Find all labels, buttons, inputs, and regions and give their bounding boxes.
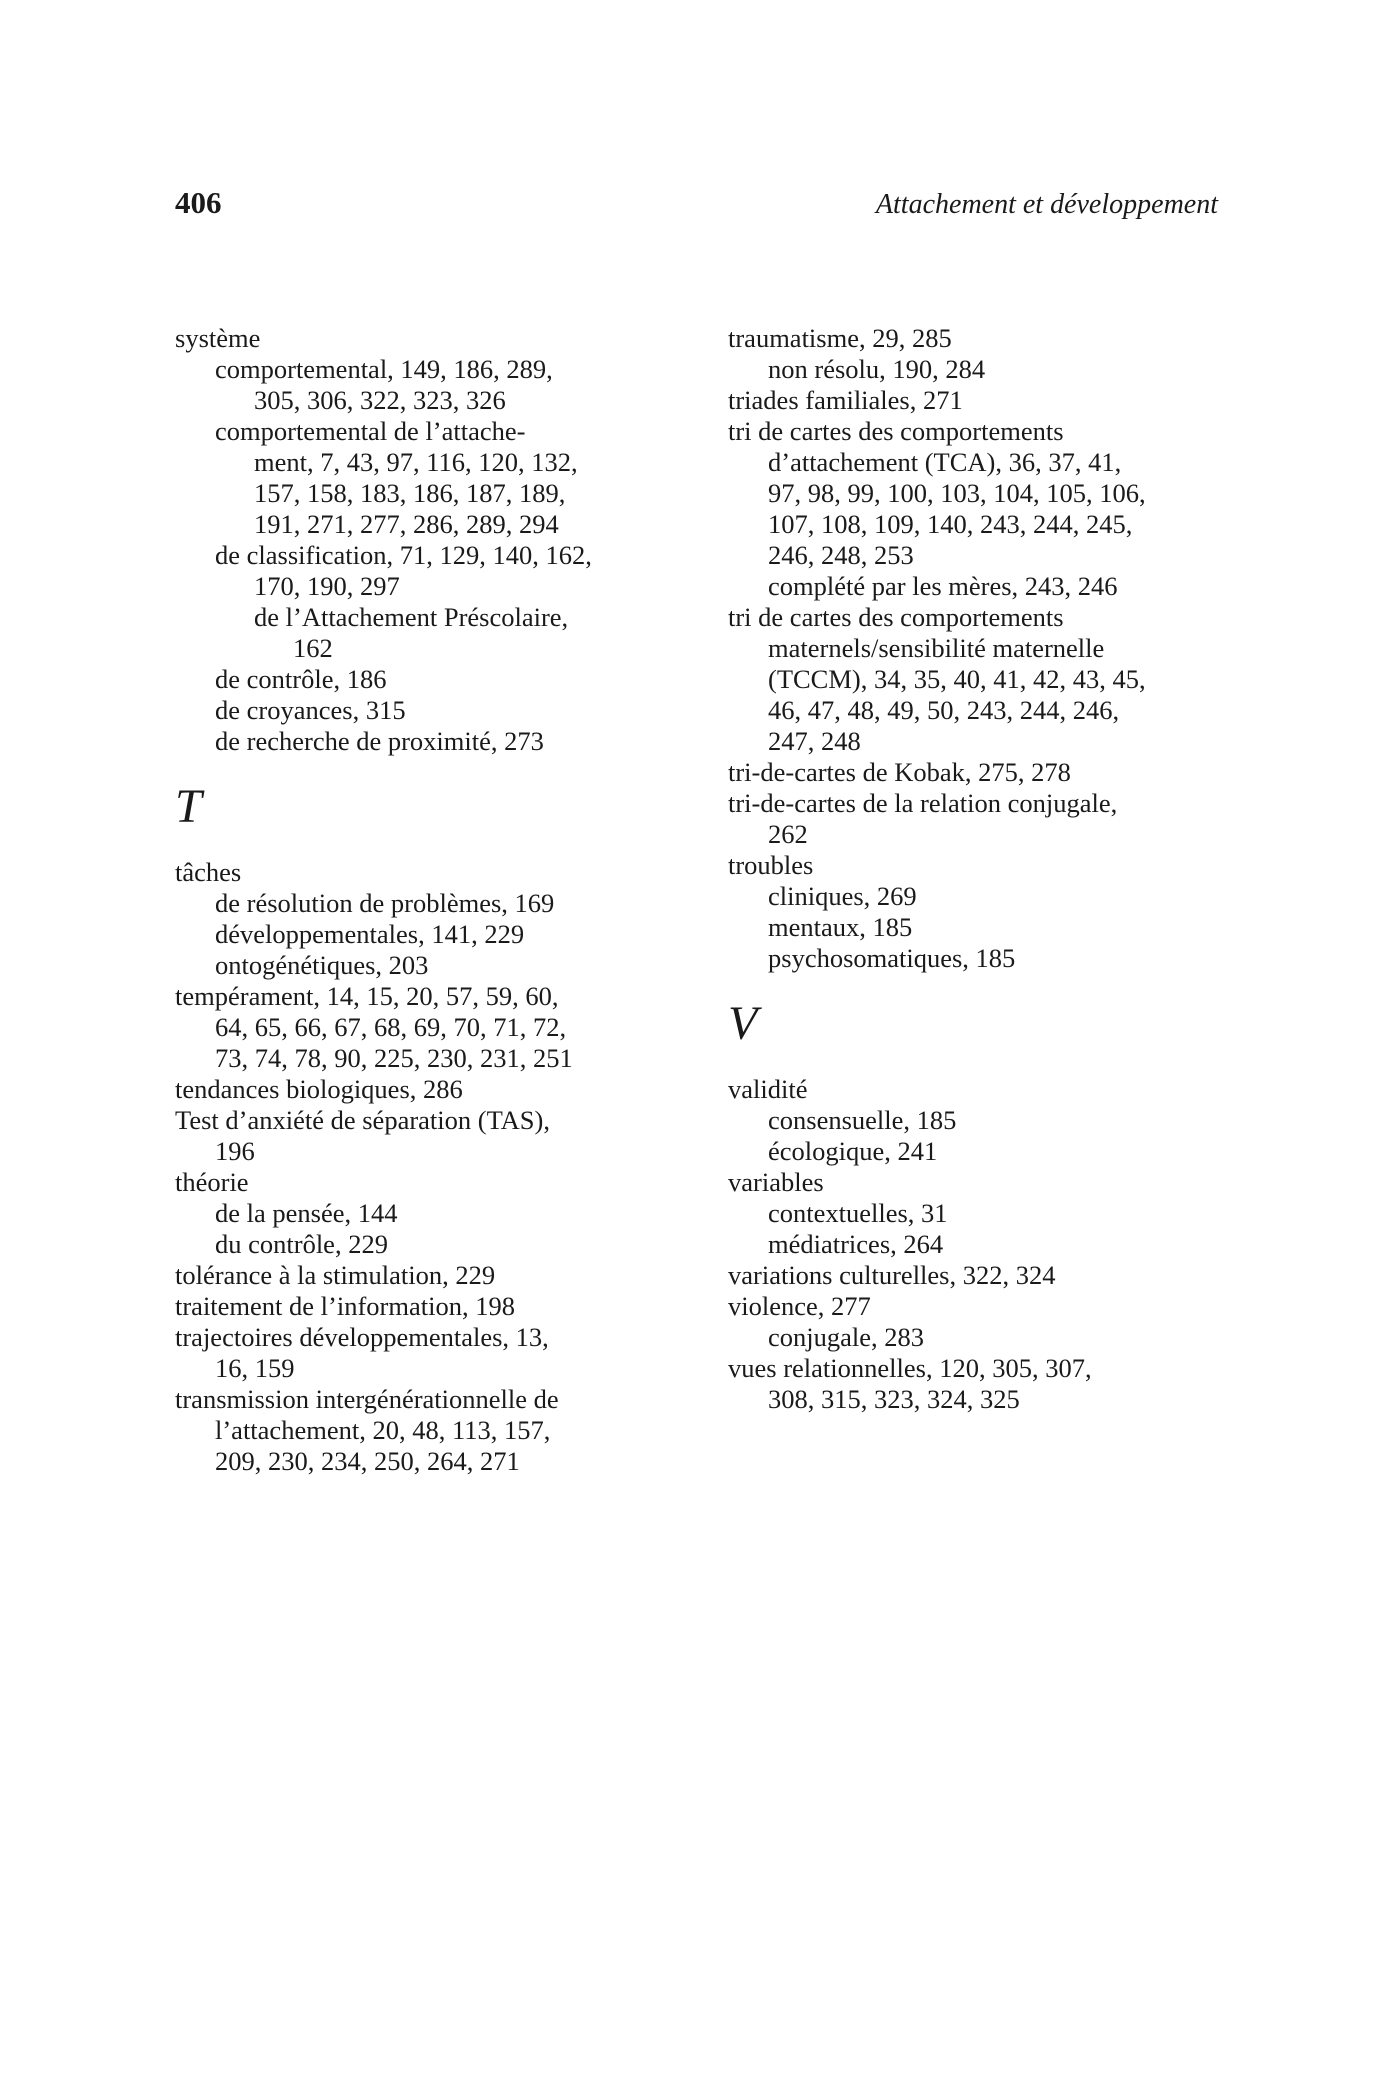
index-subentry: mentaux, 185 (768, 912, 913, 942)
index-column-left (175, 323, 695, 1477)
index-subentry: 97, 98, 99, 100, 103, 104, 105, 106, (768, 478, 1146, 508)
index-entry: traitement de l’information, 198 (175, 1291, 515, 1321)
index-entry: triades familiales, 271 (728, 385, 963, 415)
index-column-right (728, 323, 1248, 1415)
index-entry: vues relationnelles, 120, 305, 307, (728, 1353, 1092, 1383)
index-subentry: psychosomatiques, 185 (768, 943, 1016, 973)
index-subentry: complété par les mères, 243, 246 (768, 571, 1118, 601)
index-subentry: 305, 306, 322, 323, 326 (254, 385, 506, 415)
index-subentry: consensuelle, 185 (768, 1105, 957, 1135)
index-subentry: maternels/sensibilité maternelle (768, 633, 1105, 663)
index-subentry: 246, 248, 253 (768, 540, 914, 570)
index-entry: tri de cartes des comportements (728, 602, 1064, 632)
index-entry: tri-de-cartes de la relation conjugale, (728, 788, 1118, 818)
page-number: 406 (175, 185, 222, 220)
index-subentry: ment, 7, 43, 97, 116, 120, 132, (254, 447, 578, 477)
index-subentry: 209, 230, 234, 250, 264, 271 (215, 1446, 520, 1476)
index-subentry: comportemental, 149, 186, 289, (215, 354, 553, 384)
index-subentry: du contrôle, 229 (215, 1229, 388, 1259)
index-subentry: l’attachement, 20, 48, 113, 157, (215, 1415, 551, 1445)
index-subentry: de croyances, 315 (215, 695, 406, 725)
index-subentry: écologique, 241 (768, 1136, 938, 1166)
index-entry: système (175, 323, 261, 353)
index-subentry: de l’Attachement Préscolaire, (254, 602, 569, 632)
index-subentry: 157, 158, 183, 186, 187, 189, (254, 478, 566, 508)
index-entry: tendances biologiques, 286 (175, 1074, 463, 1104)
index-entry: traumatisme, 29, 285 (728, 323, 952, 353)
index-subentry: 16, 159 (215, 1353, 295, 1383)
index-entry: troubles (728, 850, 814, 880)
index-entry: trajectoires développementales, 13, (175, 1322, 549, 1352)
index-entry: validité (728, 1074, 808, 1104)
index-subentry: de la pensée, 144 (215, 1198, 398, 1228)
index-subentry: 170, 190, 297 (254, 571, 400, 601)
index-subentry: de résolution de problèmes, 169 (215, 888, 555, 918)
index-entry: Test d’anxiété de séparation (TAS), (175, 1105, 550, 1135)
index-subentry: 196 (215, 1136, 255, 1166)
index-subentry: 308, 315, 323, 324, 325 (768, 1384, 1020, 1414)
index-subentry: conjugale, 283 (768, 1322, 925, 1352)
index-subentry: ontogénétiques, 203 (215, 950, 429, 980)
index-entry: tâches (175, 857, 242, 887)
index-entry: variables (728, 1167, 824, 1197)
section-letter: V (728, 997, 758, 1050)
running-title: Attachement et développement (875, 189, 1218, 220)
index-subentry: 46, 47, 48, 49, 50, 243, 244, 246, (768, 695, 1120, 725)
index-subentry: 247, 248 (768, 726, 861, 756)
index-subentry: non résolu, 190, 284 (768, 354, 986, 384)
index-subentry: cliniques, 269 (768, 881, 917, 911)
index-entry: tri de cartes des comportements (728, 416, 1064, 446)
index-entry: tri-de-cartes de Kobak, 275, 278 (728, 757, 1071, 787)
index-entry: variations culturelles, 322, 324 (728, 1260, 1056, 1290)
index-entry: tempérament, 14, 15, 20, 57, 59, 60, (175, 981, 559, 1011)
index-subentry: 162 (293, 633, 333, 663)
index-subentry: 73, 74, 78, 90, 225, 230, 231, 251 (215, 1043, 573, 1073)
index-entry: violence, 277 (728, 1291, 871, 1321)
index-subentry: d’attachement (TCA), 36, 37, 41, (768, 447, 1122, 477)
index-subentry: 262 (768, 819, 808, 849)
section-letter: T (175, 780, 202, 833)
index-subentry: comportemental de l’attache- (215, 416, 526, 446)
index-subentry: de classification, 71, 129, 140, 162, (215, 540, 592, 570)
index-entry: théorie (175, 1167, 249, 1197)
index-subentry: 107, 108, 109, 140, 243, 244, 245, (768, 509, 1133, 539)
index-subentry: de recherche de proximité, 273 (215, 726, 544, 756)
index-subentry: 64, 65, 66, 67, 68, 69, 70, 71, 72, (215, 1012, 567, 1042)
index-subentry: de contrôle, 186 (215, 664, 387, 694)
index-subentry: 191, 271, 277, 286, 289, 294 (254, 509, 559, 539)
index-entry: transmission intergénérationnelle de (175, 1384, 559, 1414)
index-subentry: médiatrices, 264 (768, 1229, 944, 1259)
index-subentry: développementales, 141, 229 (215, 919, 525, 949)
index-subentry: contextuelles, 31 (768, 1198, 948, 1228)
index-entry: tolérance à la stimulation, 229 (175, 1260, 496, 1290)
index-subentry: (TCCM), 34, 35, 40, 41, 42, 43, 45, (768, 664, 1146, 694)
